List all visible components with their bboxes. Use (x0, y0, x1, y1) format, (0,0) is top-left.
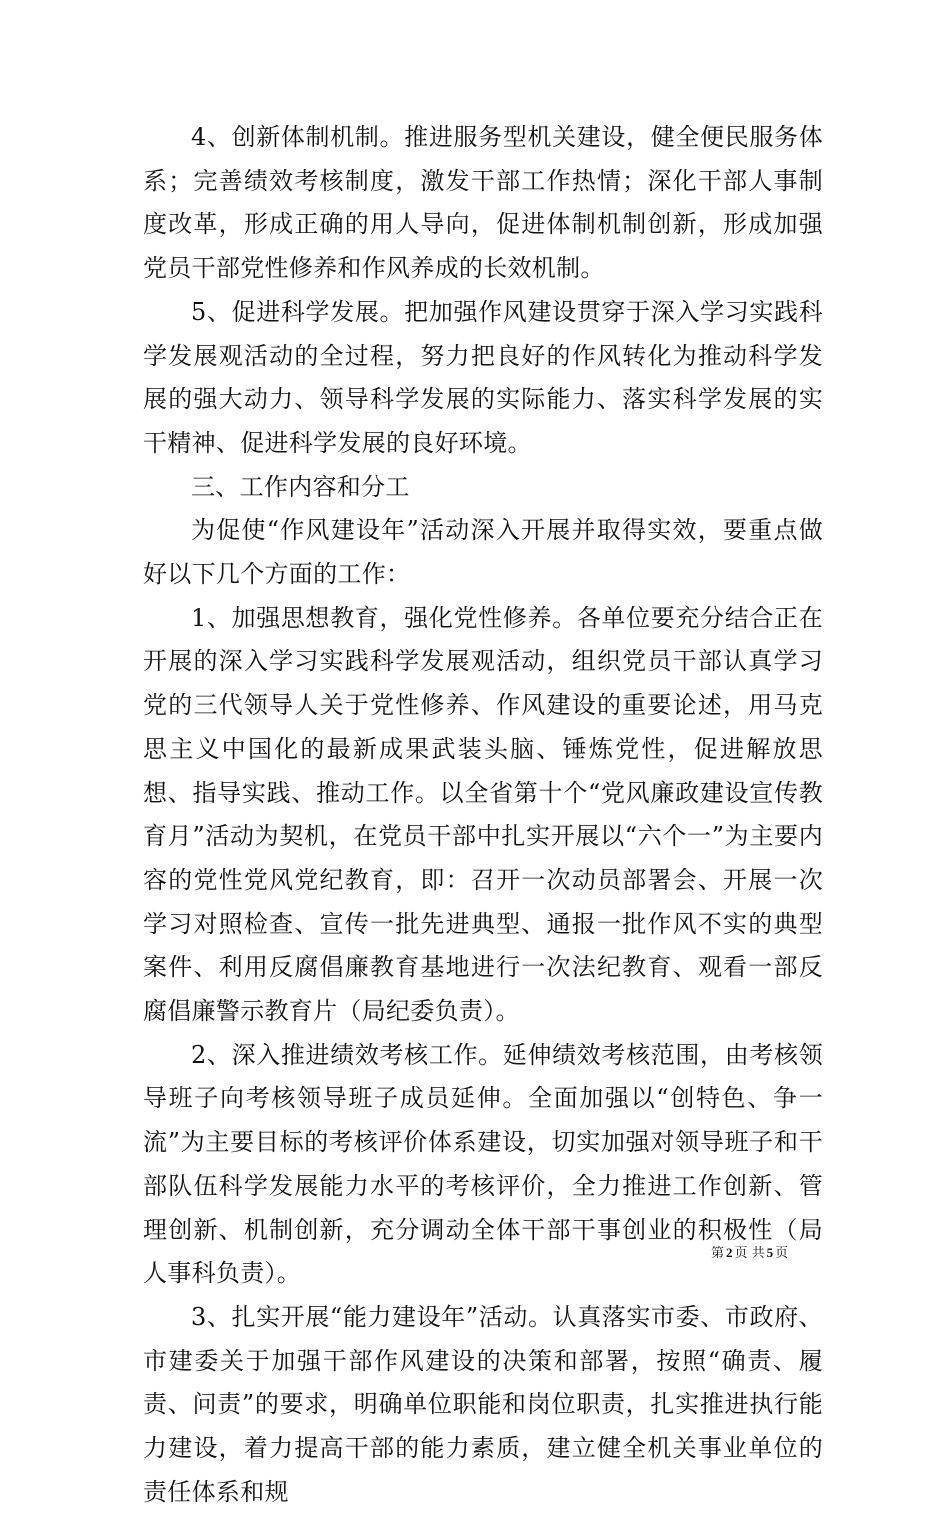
paragraph-intro-work: 为促使“作风建设年”活动深入开展并取得实效，要重点做好以下几个方面的工作： (143, 516, 823, 589)
current-page-number: 2 (726, 1245, 733, 1260)
paragraph-scientific-development: 5、促进科学发展。把加强作风建设贯穿于深入学习实践科学发展观活动的全过程，努力把良好的作风转化为推动科学发展的强大动力、领导科学发展的实际能力、落实科学发展的实干精神、促进科学发展的良好环境。 (143, 297, 823, 457)
paragraph-performance-assessment: 2、深入推进绩效考核工作。延伸绩效考核范围，由考核领导班子向考核领导班子成员延伸。全面加强以“创特色、争一流”为主要目标的考核评价体系建设，切实加强对领导班子和干部队伍科学发展能力水平的考核评价，全力推进工作创新、管理创新、机制创新，充分调动全体干部干事创业的积极性（局人事科负责）。 (143, 1040, 823, 1288)
total-page-number: 5 (766, 1245, 774, 1260)
paragraph-capacity-building: 3、扎实开展“能力建设年”活动。认真落实市委、市政府、市建委关于加强干部作风建设的决策和部署，按照“确责、履责、问责”的要求，明确单位职能和岗位职责，扎实推进执行能力建设，着力提高干部的能力素质，建立健全机关事业单位的责任体系和规 (143, 1302, 823, 1506)
document-body (143, 116, 823, 1515)
footer-prefix: 第 (711, 1246, 725, 1261)
footer-middle: 页 共 (734, 1246, 765, 1261)
section-heading-work-content: 三、工作内容和分工 (191, 472, 410, 501)
paragraph-innovate-mechanism: 4、创新体制机制。推进服务型机关建设，健全便民服务体系；完善绩效考核制度，激发干部工作热情；深化干部人事制度改革，形成正确的用人导向，促进体制机制创新，形成加强党员干部党性修养和作风养成的长效机制。 (143, 123, 823, 283)
footer-suffix: 页 (775, 1246, 789, 1261)
page-number-footer (711, 1245, 788, 1262)
paragraph-ideological-education: 1、加强思想教育，强化党性修养。各单位要充分结合正在开展的深入学习实践科学发展观活动，组织党员干部认真学习党的三代领导人关于党性修养、作风建设的重要论述，用马克思主义中国化的最新成果武装头脑、锤炼党性，促进解放思想、指导实践、推动工作。以全省第十个“党风廉政建设宣传教育月”活动为契机，在党员干部中扎实开展以“六个一”为主要内容的党性党风党纪教育，即：召开一次动员部署会、开展一次学习对照检查、宣传一批先进典型、通报一批作风不实的典型案件、利用反腐倡廉教育基地进行一次法纪教育、观看一部反腐倡廉警示教育片（局纪委负责）。 (143, 603, 823, 1026)
